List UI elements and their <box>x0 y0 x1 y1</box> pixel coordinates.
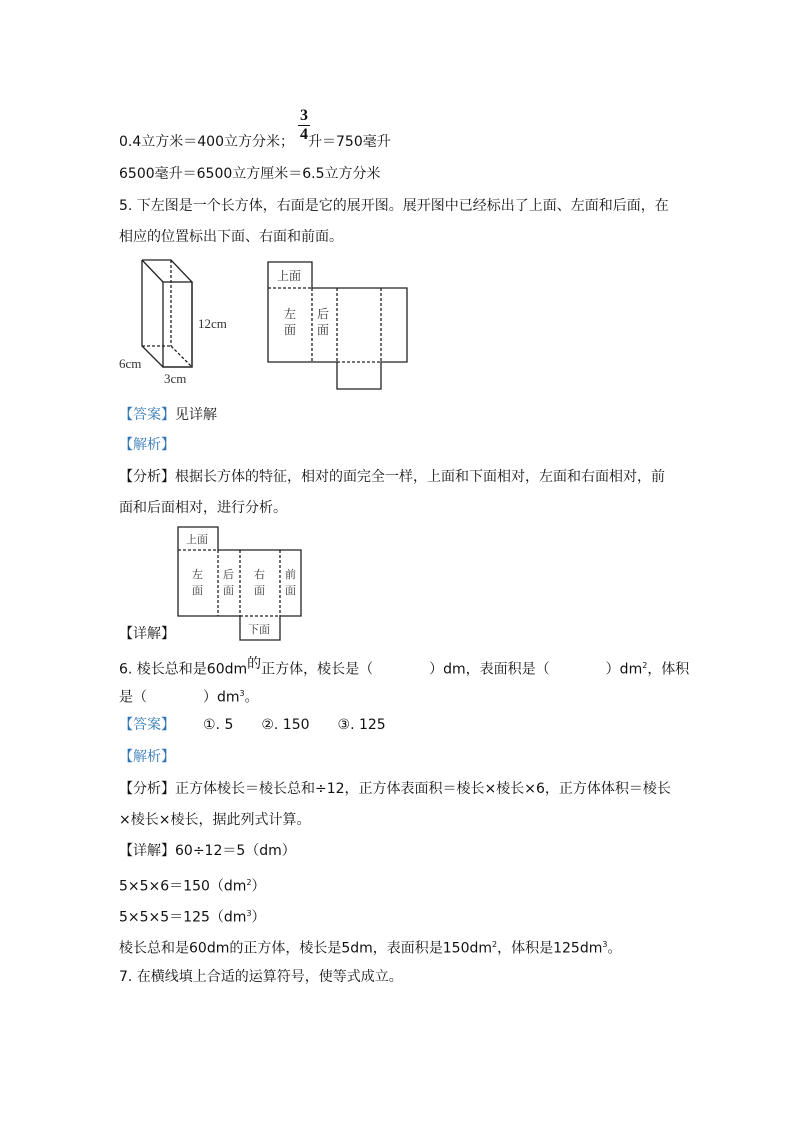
text: ） <box>251 878 266 895</box>
text: 0.4立方米＝400立方分米； <box>119 134 294 150</box>
text: ，体积 <box>647 661 690 678</box>
net-label-top: 上面 <box>186 533 208 546</box>
depth-label: 3cm <box>164 371 187 386</box>
analysis-5-line-1 <box>119 467 665 487</box>
superscript: 3 <box>239 689 245 698</box>
net-label-back: 后 <box>223 568 234 581</box>
numerator: 3 <box>300 107 308 124</box>
text: 。 <box>607 940 622 957</box>
net-label-front: 面 <box>285 584 296 597</box>
text: 棱长总和是60dm的正方体，棱长是5dm，表面积是150dm <box>119 940 493 957</box>
question-5-line-1: 5. 下左图是一个长方体，右面是它的展开图。展开图中已经标出了上面、左面和后面，在 <box>119 198 669 214</box>
text: 根据长方体的特征，相对的面完全一样，上面和下面相对，左面和右面相对，前 <box>175 469 665 485</box>
fenxi-tag: 【分析】 <box>119 469 175 485</box>
text: 的 <box>247 655 262 672</box>
text: 6. 棱长总和是60dm <box>119 661 248 678</box>
net-label-back: 后 <box>317 307 330 321</box>
text: ） <box>251 909 266 926</box>
text: 是（ ）dm <box>119 689 240 706</box>
answer-6 <box>119 715 386 735</box>
analysis-6-line-1 <box>119 779 671 799</box>
text: 60÷12＝5（dm） <box>175 843 296 859</box>
detail-6-line-2 <box>119 873 266 893</box>
text: 正方体，棱长是（ ）dm，表面积是（ ）dm <box>261 661 643 678</box>
superscript: 2 <box>642 661 648 670</box>
net-label-back: 面 <box>317 323 330 337</box>
answer-text: 见详解 <box>175 407 217 423</box>
net-label-right: 面 <box>254 584 265 597</box>
fenxi-tag: 【分析】 <box>119 781 175 797</box>
net-label-left: 面 <box>284 323 297 337</box>
net-label-right: 右 <box>254 568 265 581</box>
answer-tag: 【答案】 <box>119 407 175 423</box>
height-label: 12cm <box>198 316 227 331</box>
question-5-line-2: 相应的位置标出下面、右面和前面。 <box>119 229 343 245</box>
width-label: 6cm <box>119 356 142 371</box>
net-label-left: 左 <box>284 307 297 321</box>
detail-6-line-1 <box>119 841 296 861</box>
analysis-tag: 【解析】 <box>119 749 175 765</box>
analysis-6-line-2: ×棱长×棱长，据此列式计算。 <box>119 812 311 828</box>
analysis-tag: 【解析】 <box>119 437 175 453</box>
question-6-line-2 <box>119 684 259 704</box>
answer-text: ①. 5 ②. 150 ③. 125 <box>203 717 386 733</box>
detail-6-line-3 <box>119 904 266 924</box>
text: 。 <box>244 689 259 706</box>
net-label-back: 面 <box>223 584 234 597</box>
text: 5×5×5＝125（dm <box>119 909 247 926</box>
answer-5 <box>119 405 217 425</box>
text: 升＝750毫升 <box>308 134 391 150</box>
net-label-bottom: 下面 <box>248 623 270 636</box>
net-label-left: 面 <box>192 584 203 597</box>
text: 5×5×6＝150（dm <box>119 878 247 895</box>
net-label-front: 前 <box>285 568 296 581</box>
answer-tag: 【答案】 <box>119 717 175 733</box>
analysis-5-line-2: 面和后面相对，进行分析。 <box>119 500 287 516</box>
text: ，体积是125dm <box>497 940 603 957</box>
detail-6-summary <box>119 935 621 955</box>
cuboid-figure <box>142 260 192 367</box>
text: 正方体棱长＝棱长总和÷12，正方体表面积＝棱长×棱长×6，正方体体积＝棱长 <box>175 781 671 797</box>
net-label-left: 左 <box>192 568 203 581</box>
line-conversion-2: 6500毫升＝6500立方厘米＝6.5立方分米 <box>119 166 381 182</box>
superscript: 2 <box>492 940 498 949</box>
detail-tag: 【详解】 <box>119 843 175 859</box>
superscript: 3 <box>602 940 608 949</box>
net-label-top: 上面 <box>277 269 302 283</box>
detail-tag: 【详解】 <box>119 626 175 642</box>
denominator: 4 <box>300 126 308 143</box>
superscript: 3 <box>246 909 252 918</box>
question-6-line-1 <box>119 656 689 676</box>
question-7: 7. 在横线填上合适的运算符号，使等式成立。 <box>119 969 403 985</box>
superscript: 2 <box>246 878 252 887</box>
